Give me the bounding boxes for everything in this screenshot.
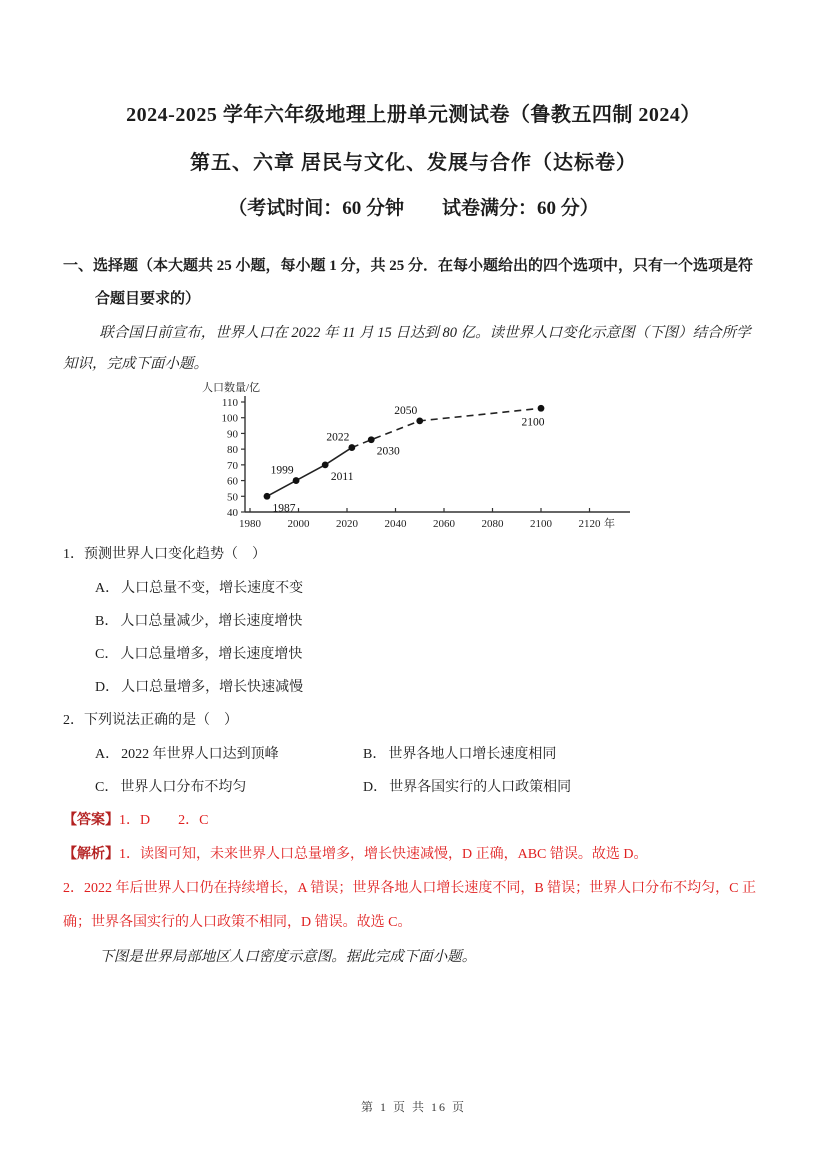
option-label: D． — [95, 680, 120, 695]
svg-text:2060: 2060 — [433, 518, 455, 530]
option-label: A． — [95, 581, 120, 596]
svg-text:100: 100 — [221, 412, 238, 425]
analysis-item-2: 2．2022 年后世界人口仍在持续增长，A 错误；世界各地人口增长速度不同，B 错误；世界人口分布不均匀，C 正确；世界各国实行的人口政策不相同，D 错误。故选 C。 — [63, 881, 757, 930]
option-a — [95, 572, 764, 605]
svg-text:1999: 1999 — [270, 464, 294, 477]
svg-text:2040: 2040 — [384, 518, 407, 530]
option-label: A． — [95, 747, 120, 762]
option-text: 2022 年世界人口达到顶峰 — [121, 747, 279, 762]
svg-text:50: 50 — [227, 491, 238, 504]
svg-text:60: 60 — [227, 475, 238, 488]
svg-text:2030: 2030 — [376, 445, 400, 458]
question-2 — [63, 704, 764, 804]
option-text: 人口总量增多，增长快速减慢 — [121, 680, 304, 695]
svg-text:40: 40 — [227, 507, 238, 519]
svg-text:2100: 2100 — [530, 518, 552, 530]
option-b — [363, 747, 556, 762]
question-1-options — [95, 572, 764, 704]
option-d — [363, 780, 571, 795]
option-text: 世界各国实行的人口政策相同 — [389, 780, 572, 795]
option-text: 人口总量减少，增长速度增快 — [120, 614, 303, 629]
svg-text:2100: 2100 — [521, 416, 545, 429]
option-text: 世界人口分布不均匀 — [120, 780, 247, 795]
section-heading: 一、选择题（本大题共 25 小题，每小题 1 分，共 25 分．在每小题给出的四个选项中，只有一个选项是符合题目要求的） — [63, 258, 754, 307]
question-stem-text: 预测世界人口变化趋势（ ） — [84, 547, 266, 562]
analysis-label: 【解析】 — [63, 847, 119, 862]
option-text: 人口总量增多，增长速度增快 — [120, 647, 303, 662]
option-label: C． — [95, 647, 119, 662]
svg-text:90: 90 — [227, 428, 238, 441]
question-stem-text: 下列说法正确的是（ ） — [84, 713, 238, 728]
option-row-cd — [95, 771, 764, 804]
option-label: B． — [95, 614, 119, 629]
option-text: 人口总量不变，增长速度不变 — [121, 581, 304, 596]
analysis-line-1 — [63, 838, 764, 872]
option-label: B． — [363, 747, 387, 762]
svg-text:2080: 2080 — [481, 518, 504, 530]
svg-text:人口数量/亿: 人口数量/亿 — [202, 382, 261, 394]
option-d — [95, 671, 764, 704]
closing-paragraph: 下图是世界局部地区人口密度示意图。据此完成下面小题。 — [99, 949, 477, 965]
population-chart-figure — [198, 380, 660, 538]
question-2-stem — [63, 704, 764, 738]
answer-line — [63, 804, 764, 838]
answer-label: 【答案】 — [63, 813, 119, 828]
option-c — [95, 638, 764, 671]
svg-text:1987: 1987 — [272, 502, 296, 515]
svg-text:2022: 2022 — [326, 431, 350, 444]
question-number: 2． — [63, 713, 84, 728]
question-2-options — [95, 738, 764, 804]
option-c — [95, 771, 363, 804]
svg-text:2120: 2120 — [578, 518, 601, 530]
option-text: 世界各地人口增长速度相同 — [388, 747, 557, 762]
intro-paragraph: 联合国日前宣布，世界人口在 2022 年 11 月 15 日达到 80 亿。读世界人口变化示意图（下图）结合所学知识，完成下面小题。 — [63, 325, 751, 372]
option-row-ab — [95, 738, 764, 771]
analysis-item-1: 1．读图可知，未来世界人口总量增多，增长快速减慢，D 正确，ABC 错误。故选 D。 — [119, 847, 648, 862]
question-number: 1． — [63, 547, 84, 562]
doc-exam-info: （考试时间：60 分钟 试卷满分：60 分） — [228, 198, 599, 219]
doc-title: 2024-2025 学年六年级地理上册单元测试卷（鲁教五四制 2024） — [126, 104, 701, 126]
svg-text:80: 80 — [227, 444, 238, 457]
option-a — [95, 738, 363, 771]
svg-text:年: 年 — [604, 518, 615, 530]
svg-text:2050: 2050 — [394, 404, 418, 417]
doc-subtitle: 第五、六章 居民与文化、发展与合作（达标卷） — [190, 152, 637, 174]
answer-text: 1．D 2．C — [119, 813, 209, 828]
option-label: D． — [363, 780, 388, 795]
option-b — [95, 605, 764, 638]
question-1 — [63, 538, 764, 704]
question-1-stem — [63, 538, 764, 572]
population-line-chart — [198, 380, 660, 538]
svg-text:2000: 2000 — [287, 518, 310, 530]
svg-text:1980: 1980 — [239, 518, 261, 530]
svg-text:2011: 2011 — [330, 470, 354, 483]
svg-text:2020: 2020 — [336, 518, 358, 530]
option-label: C． — [95, 780, 119, 795]
page-footer: 第 1 页 共 16 页 — [360, 1100, 466, 1114]
svg-text:70: 70 — [227, 459, 238, 472]
svg-text:110: 110 — [221, 397, 238, 409]
